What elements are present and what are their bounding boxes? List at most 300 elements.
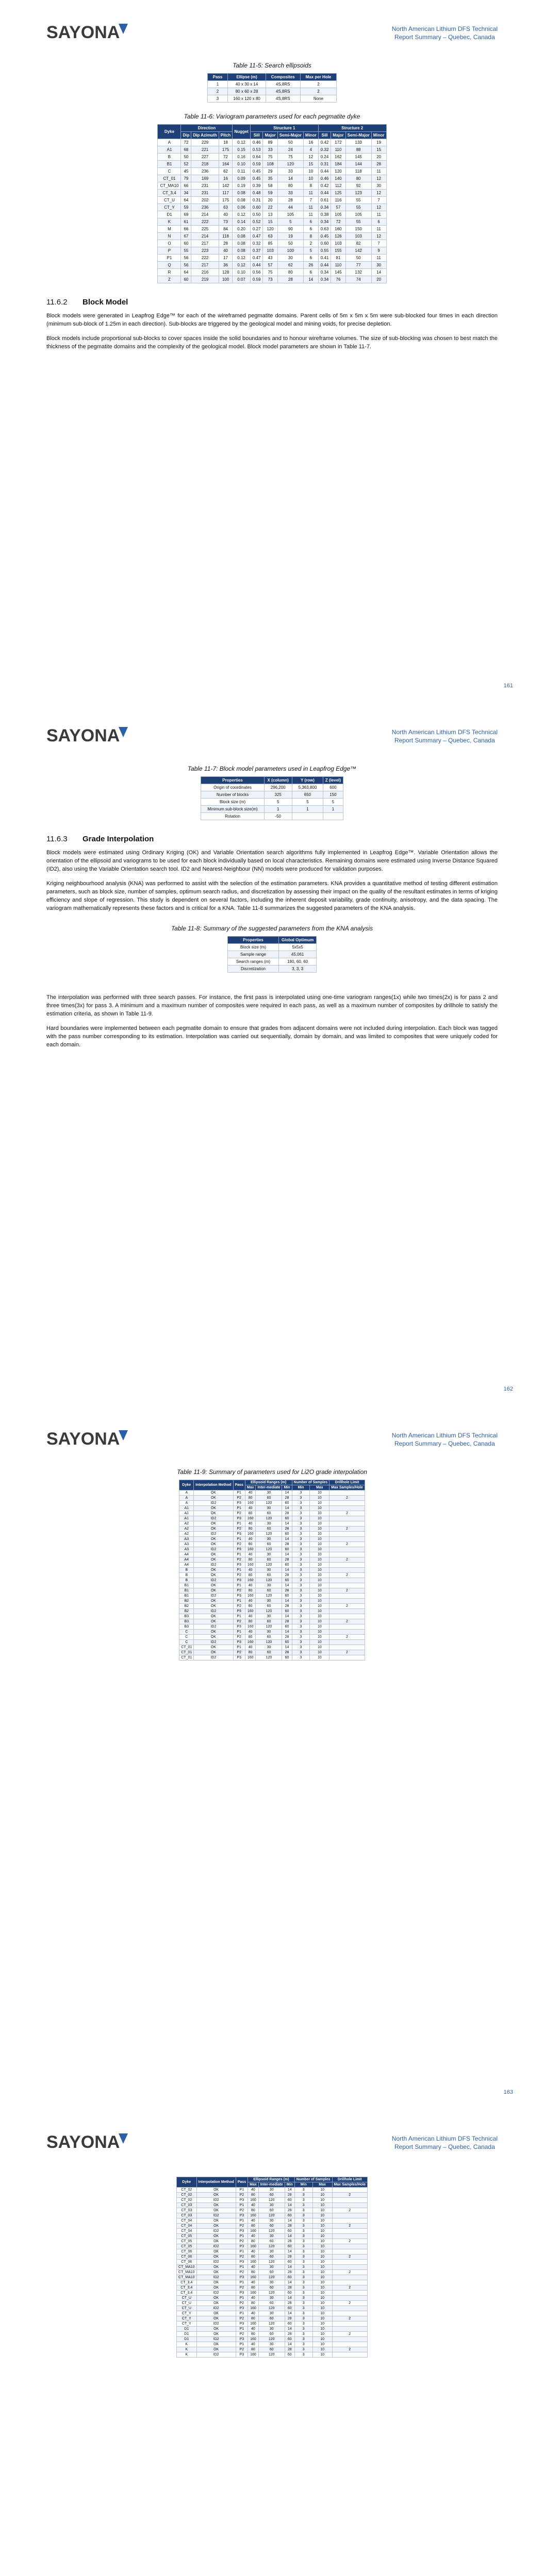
table-cell: ID2 (194, 1609, 233, 1614)
table-cell: 28 (285, 2347, 294, 2352)
table-cell: 7 (303, 197, 318, 204)
table-cell: 10 (310, 1490, 329, 1496)
table-cell: 30 (256, 1568, 282, 1573)
table-cell: 0.31 (250, 197, 263, 204)
table-cell: OK (194, 1650, 233, 1655)
table-cell: 56 (181, 255, 191, 262)
table-cell: -50 (264, 813, 292, 820)
table-row (177, 2255, 368, 2260)
table-cell: 2 (332, 2270, 367, 2275)
sayona-logo (46, 21, 134, 43)
page-header (46, 1427, 498, 1463)
table-cell: CT_Y (177, 2321, 197, 2327)
table-cell: 100 (219, 276, 233, 283)
table-cell: 60 (258, 2208, 285, 2213)
table-cell: OK (196, 2296, 236, 2301)
table-cell: 0.61 (318, 197, 331, 204)
table-cell: 60 (285, 2244, 294, 2249)
table-cell: 120 (256, 1516, 282, 1521)
table-row (227, 944, 316, 951)
table-cell: 120 (263, 226, 277, 233)
table-cell: 44 (277, 204, 303, 211)
table-cell: 30 (258, 2311, 285, 2316)
table-cell: OK (196, 2208, 236, 2213)
table-cell: 28 (285, 2332, 294, 2337)
table-cell: 3 (294, 2239, 312, 2244)
table-cell: CT_01 (179, 1645, 194, 1650)
table-cell: OK (194, 1542, 233, 1547)
table-cell: 3 (292, 1578, 310, 1583)
table-cell: OK (194, 1635, 233, 1640)
table-cell: 28 (282, 1619, 292, 1624)
table-cell: P2 (233, 1557, 245, 1563)
table-row (177, 2291, 368, 2296)
table-cell: P3 (236, 2337, 248, 2342)
table-cell: 10 (310, 1527, 329, 1532)
table-cell: 60 (256, 1542, 282, 1547)
table-cell: 0.27 (250, 226, 263, 233)
table-cell: 600 (323, 784, 343, 791)
table-cell: 60 (256, 1527, 282, 1532)
table-cell: 3 (294, 2203, 312, 2208)
table-cell: 45,061 (279, 951, 317, 958)
table-cell: 125 (331, 190, 345, 197)
table-cell: 28 (285, 2239, 294, 2244)
table-cell: 11 (371, 226, 386, 233)
table-cell: 58 (263, 182, 277, 190)
table-row (179, 1511, 365, 1516)
table-cell: P2 (236, 2285, 248, 2291)
table-cell (332, 2213, 367, 2218)
table-cell: 2 (329, 1650, 365, 1655)
table-cell: 80 (248, 2255, 259, 2260)
table-cell: 160 (248, 2321, 259, 2327)
table-cell: P2 (236, 2208, 248, 2213)
table-row (179, 1614, 365, 1619)
table-cell: 3 (292, 1552, 310, 1557)
table-cell (332, 2327, 367, 2332)
table-cell: 3 (292, 1588, 310, 1594)
table-cell: A1 (179, 1506, 194, 1511)
table-cell: P2 (233, 1635, 245, 1640)
table-cell: 0.44 (318, 168, 331, 175)
table-cell: A3 (179, 1537, 194, 1542)
table-cell: 132 (345, 269, 371, 276)
table-cell (329, 1640, 365, 1645)
table-cell: OK (196, 2239, 236, 2244)
table-cell: Discretization (227, 965, 278, 973)
table-cell: 3 (294, 2337, 312, 2342)
table-cell: A (179, 1490, 194, 1496)
table-cell: P2 (233, 1542, 245, 1547)
table-cell: 10 (312, 2296, 332, 2301)
table-cell: P3 (233, 1655, 245, 1660)
col-samples: Number of Samples (292, 1480, 329, 1485)
table-cell: P1 (236, 2234, 248, 2239)
table-row (177, 2347, 368, 2352)
table-cell: 60 (285, 2352, 294, 2358)
table-cell: 12 (303, 154, 318, 161)
table-cell: B1 (158, 161, 181, 168)
column-header: Pitch (219, 132, 233, 139)
table-cell: 30 (256, 1583, 282, 1588)
table-cell: 3 (294, 2311, 312, 2316)
table-row (179, 1573, 365, 1578)
table-cell: M (158, 226, 181, 233)
table-cell: 30 (258, 2188, 285, 2193)
column-header: Ellipse (m) (228, 74, 266, 81)
table-cell: 2 (329, 1527, 365, 1532)
table-cell: 40 (248, 2203, 259, 2208)
table-row (177, 2352, 368, 2358)
svg-text:SAYONA: SAYONA (46, 23, 120, 42)
table-cell: CT_02 (177, 2193, 197, 2198)
table-cell: 0.24 (318, 154, 331, 161)
table-cell: 3 (207, 95, 228, 103)
table-cell: P2 (236, 2224, 248, 2229)
variogram-table (157, 124, 386, 283)
table-cell: A4 (179, 1552, 194, 1557)
table-cell (329, 1521, 365, 1527)
table-cell: OK (194, 1490, 233, 1496)
table-cell: 28 (282, 1635, 292, 1640)
table-cell: O (158, 240, 181, 247)
col-pass: Pass (233, 1480, 245, 1490)
table-cell: 160 (248, 2244, 259, 2249)
col-direction: Direction (181, 125, 233, 132)
table-cell: 10 (312, 2270, 332, 2275)
table-cell: 3 (292, 1501, 310, 1506)
table-row (158, 146, 386, 154)
table-cell: 3 (294, 2260, 312, 2265)
table-cell: 6 (303, 255, 318, 262)
table-cell: 11 (303, 211, 318, 218)
table-cell: B (179, 1578, 194, 1583)
table-cell: 73 (263, 276, 277, 283)
table-cell (329, 1547, 365, 1552)
table-cell: 0.45 (318, 233, 331, 240)
table-cell: 160 (248, 2229, 259, 2234)
column-header: Properties (201, 777, 264, 784)
table-cell: 3 (294, 2188, 312, 2193)
table-cell (332, 2249, 367, 2255)
table-cell: 160 (245, 1594, 256, 1599)
table-cell: A (158, 139, 181, 146)
table-cell: OK (194, 1614, 233, 1619)
table-row (158, 226, 386, 233)
table-cell: 0.41 (318, 255, 331, 262)
column-header: Semi-Major (277, 132, 303, 139)
table-cell: 10 (310, 1547, 329, 1552)
table-cell (332, 2296, 367, 2301)
table-cell: 0.32 (250, 240, 263, 247)
table-row (227, 965, 316, 973)
table-cell: 10 (312, 2306, 332, 2311)
table-cell: P1 (233, 1552, 245, 1557)
table-cell: 28 (282, 1573, 292, 1578)
table-cell: 28 (285, 2255, 294, 2260)
table-cell: CT_05 (177, 2234, 197, 2239)
table-cell: Block size (m) (227, 944, 278, 951)
table-cell: 227 (191, 154, 219, 161)
table-cell: 28 (282, 1650, 292, 1655)
column-header: Max (248, 2182, 259, 2188)
table-cell: C (179, 1635, 194, 1640)
table-cell: 40 (245, 1552, 256, 1557)
table-cell: P3 (233, 1501, 245, 1506)
table-cell: 30 (256, 1537, 282, 1542)
table-cell: OK (196, 2203, 236, 2208)
table-cell: 80 (345, 175, 371, 182)
table-cell: 10 (310, 1594, 329, 1599)
table-cell: 10 (310, 1650, 329, 1655)
table-row (158, 240, 386, 247)
table-cell: 160 (331, 226, 345, 233)
table-cell: 16 (303, 139, 318, 146)
table-cell: ID2 (196, 2198, 236, 2203)
table-cell: 60 (258, 2255, 285, 2260)
table-cell: OK (194, 1537, 233, 1542)
table-cell: 120 (258, 2229, 285, 2234)
table-cell: 0.09 (233, 175, 251, 182)
table-cell: 10 (310, 1588, 329, 1594)
table-cell: A4 (179, 1557, 194, 1563)
logo-icon (46, 1427, 134, 1450)
table-cell: 3 (294, 2347, 312, 2352)
table-cell: 80 (245, 1527, 256, 1532)
table-row (179, 1563, 365, 1568)
table-cell: CT_04 (177, 2229, 197, 2234)
table-cell: 80 (245, 1496, 256, 1501)
table-cell: 162 (331, 154, 345, 161)
table-cell: 160 (245, 1501, 256, 1506)
table-cell: 10 (310, 1532, 329, 1537)
table-cell: P3 (236, 2321, 248, 2327)
table-cell: P1 (236, 2249, 248, 2255)
section-heading: 11.6.2 Block Model (46, 298, 128, 307)
table-cell: 103 (331, 240, 345, 247)
table-cell: 3 (294, 2213, 312, 2218)
table-cell: P1 (236, 2327, 248, 2332)
table-cell: 69 (181, 211, 191, 218)
table-cell: 60 (282, 1594, 292, 1599)
table-cell: 28 (282, 1511, 292, 1516)
page-header (46, 2130, 498, 2166)
table-cell: 103 (345, 233, 371, 240)
table-cell: 60 (256, 1650, 282, 1655)
table-cell: OK (196, 2301, 236, 2306)
table-cell: OK (196, 2270, 236, 2275)
table-cell: 10 (312, 2337, 332, 2342)
table-cell: 40 x 30 x 14 (228, 81, 266, 88)
table-cell: A2 (179, 1521, 194, 1527)
table-row (158, 197, 386, 204)
table-cell: 0.08 (233, 247, 251, 255)
table-cell: 40 (248, 2249, 259, 2255)
table-row (177, 2244, 368, 2249)
table-cell: Block size (m) (201, 799, 264, 806)
table-cell: P3 (233, 1563, 245, 1568)
table-caption: Table 11-7: Block model parameters used in Leapfrog Edge™ (187, 765, 357, 772)
table-cell: 10 (303, 168, 318, 175)
table-cell: 80 x 60 x 28 (228, 88, 266, 95)
table-cell: A1 (179, 1516, 194, 1521)
table-cell: P3 (236, 2244, 248, 2249)
table-cell (332, 2337, 367, 2342)
table-row (177, 2306, 368, 2311)
table-cell: CT_U (177, 2301, 197, 2306)
table-cell: 0.60 (318, 240, 331, 247)
table-cell: 59 (181, 204, 191, 211)
table-caption: Table 11-5: Search ellipsoids (233, 62, 311, 69)
table-cell: 30 (371, 182, 386, 190)
table-cell: 20 (371, 154, 386, 161)
table-cell: 222 (191, 255, 219, 262)
table-cell: 0.08 (233, 197, 251, 204)
table-cell: OK (194, 1521, 233, 1527)
table-cell: 112 (331, 182, 345, 190)
table-cell: 35 (263, 175, 277, 182)
table-cell: 0.38 (318, 211, 331, 218)
search-ellipsoids-table (207, 73, 337, 103)
table-cell: P1 (158, 255, 181, 262)
table-cell: P3 (233, 1516, 245, 1521)
table-cell: 2 (332, 2301, 367, 2306)
table-cell: 1 (264, 806, 292, 813)
table-cell: 10 (310, 1568, 329, 1573)
table-cell: 73 (219, 218, 233, 226)
table-cell: CT_05 (177, 2244, 197, 2249)
table-cell: P (158, 247, 181, 255)
table-cell: 2 (329, 1573, 365, 1578)
table-cell: 80 (245, 1542, 256, 1547)
col-structure-2: Structure 2 (318, 125, 386, 132)
table-cell: 0.47 (250, 255, 263, 262)
table-cell: 120 (256, 1594, 282, 1599)
table-row (179, 1501, 365, 1506)
table-cell: ID2 (196, 2321, 236, 2327)
table-cell: 160 (245, 1655, 256, 1660)
table-row (227, 958, 316, 965)
table-cell: 30 (258, 2296, 285, 2301)
table-cell: 3 (292, 1547, 310, 1552)
table-cell: 219 (191, 276, 219, 283)
table-row (179, 1521, 365, 1527)
table-cell: 28 (282, 1557, 292, 1563)
column-header: Major (331, 132, 345, 139)
table-cell: A (179, 1501, 194, 1506)
table-cell: 66 (181, 182, 191, 190)
column-header: Max (312, 2182, 332, 2188)
table-row (177, 2265, 368, 2270)
table-cell: P2 (236, 2301, 248, 2306)
table-cell: 5 (303, 247, 318, 255)
table-cell: 218 (191, 161, 219, 168)
table-cell: 0.10 (233, 161, 251, 168)
table-cell: 30 (258, 2203, 285, 2208)
table-cell: 30 (258, 2234, 285, 2239)
table-cell: 10 (312, 2229, 332, 2234)
table-cell: ID2 (196, 2229, 236, 2234)
table-cell: P2 (233, 1619, 245, 1624)
table-cell: 3 (294, 2265, 312, 2270)
table-cell: 0.08 (233, 190, 251, 197)
table-cell: 84 (219, 226, 233, 233)
table-cell: 68 (181, 146, 191, 154)
col-ellipsoid: Ellipsoid Ranges (m) (245, 1480, 292, 1485)
table-cell: 2 (332, 2193, 367, 2198)
table-cell: B3 (179, 1619, 194, 1624)
table-cell: 60 (256, 1557, 282, 1563)
table-cell: 14 (285, 2249, 294, 2255)
table-cell: 105 (277, 211, 303, 218)
table-cell: 40 (248, 2265, 259, 2270)
table-cell: 105 (345, 211, 371, 218)
table-cell: OK (196, 2224, 236, 2229)
table-cell: 2 (300, 81, 337, 88)
table-cell: ID2 (196, 2337, 236, 2342)
table-cell (329, 1532, 365, 1537)
table-cell: 10 (310, 1583, 329, 1588)
table-cell: 6 (303, 269, 318, 276)
table-cell: 160 (248, 2352, 259, 2358)
table-cell: 60 (282, 1578, 292, 1583)
table-cell: Number of blocks (201, 791, 264, 799)
table-cell: ID2 (194, 1563, 233, 1568)
table-cell: 120 (256, 1563, 282, 1568)
column-header: X (column) (264, 777, 292, 784)
table-cell: A (179, 1496, 194, 1501)
table-cell: 14 (282, 1506, 292, 1511)
table-cell: 3 (292, 1599, 310, 1604)
table-cell: CT_02 (177, 2188, 197, 2193)
table-cell (332, 2234, 367, 2239)
page-header (46, 724, 498, 760)
page-number: 163 (503, 2089, 513, 2095)
table-row (179, 1588, 365, 1594)
table-cell (332, 2275, 367, 2280)
table-cell: P2 (233, 1650, 245, 1655)
table-cell: 28 (285, 2270, 294, 2275)
table-cell: 40 (245, 1645, 256, 1650)
table-cell: OK (196, 2255, 236, 2260)
table-cell: N (158, 233, 181, 240)
table-cell: 30 (258, 2218, 285, 2224)
table-row (179, 1645, 365, 1650)
table-cell: 60 (282, 1532, 292, 1537)
table-cell: 60 (285, 2337, 294, 2342)
table-cell: 10 (310, 1630, 329, 1635)
table-cell: 60 (282, 1547, 292, 1552)
table-row (177, 2342, 368, 2347)
table-cell: 10 (312, 2265, 332, 2270)
col-method: Interpolation Method (196, 2177, 236, 2188)
table-cell: 1 (292, 806, 323, 813)
col-method: Interpolation Method (194, 1480, 233, 1490)
table-cell: 60 (285, 2306, 294, 2311)
table-cell: 30 (277, 255, 303, 262)
table-cell: 3 (292, 1496, 310, 1501)
table-cell: 10 (310, 1604, 329, 1609)
table-cell (329, 1506, 365, 1511)
column-header: Inter-mediate (256, 1485, 282, 1490)
table-cell: 3 (292, 1506, 310, 1511)
table-cell: 0.32 (318, 146, 331, 154)
table-cell: 0.47 (250, 233, 263, 240)
table-cell: 14 (282, 1583, 292, 1588)
table-cell: ID2 (194, 1501, 233, 1506)
table-row (179, 1496, 365, 1501)
